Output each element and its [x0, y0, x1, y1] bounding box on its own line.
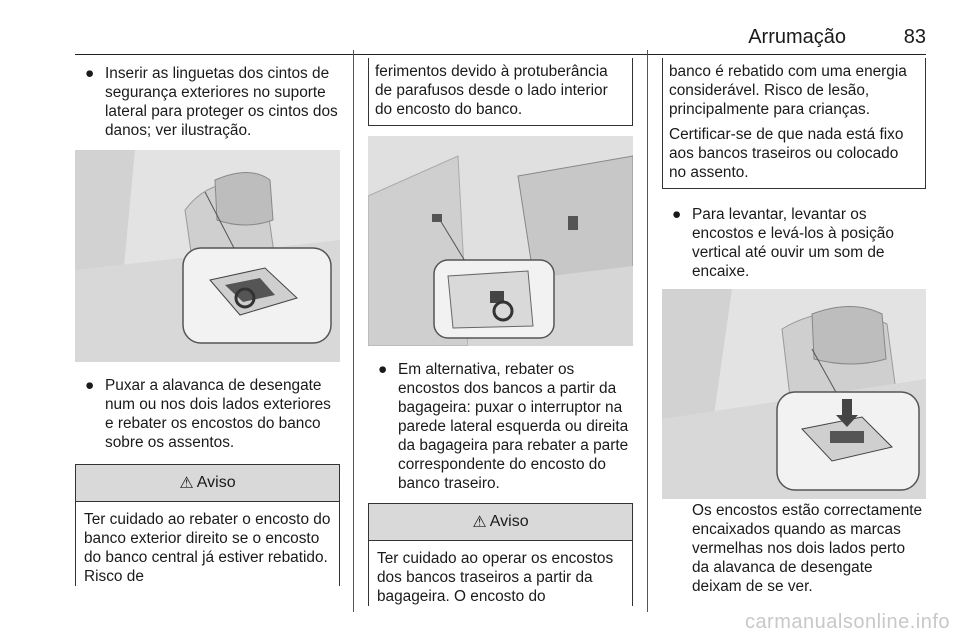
list-item: ● Para levantar, levantar os encostos e levá-los à posição vertical até ouvir um som de encaixe.	[672, 206, 894, 280]
column-2	[368, 64, 633, 606]
warning-text: Ter cuidado ao operar os encostos dos bancos traseiros a partir da bagageira. O encosto do	[377, 550, 614, 605]
illustration-seatbelt-holder	[75, 150, 340, 362]
warning-box-continued: ferimentos devido à protuberância de parafusos desde o lado interior do encosto do banco.	[368, 58, 633, 126]
page-number: 83	[903, 26, 926, 48]
warning-header: ⚠ Aviso	[76, 465, 339, 502]
list-item: ● Puxar a alavanca de desengate num ou nos dois lados exteriores e rebater os encostos do banco sobre os assentos.	[85, 377, 331, 451]
warning-icon: ⚠	[472, 514, 487, 531]
bullet-dot: ●	[378, 361, 388, 378]
watermark: carmanualsonline.info	[744, 611, 950, 633]
bullet-dot: ●	[672, 206, 682, 223]
list-item: ● Inserir as linguetas dos cintos de segurança exteriores no suporte lateral para proteger os cintos dos danos; ver ilustração.	[85, 65, 338, 139]
warning-box-continued: banco é rebatido com uma energia considerável. Risco de lesão, principalmente para crianças. Certificar-se de que nada está fixo aos bancos traseiros ou colocado no assento.	[662, 58, 926, 189]
column-divider	[353, 50, 354, 612]
warning-header: ⚠ Aviso	[369, 504, 632, 541]
column-divider	[647, 50, 648, 612]
illustration-trunk-release	[368, 136, 633, 346]
warning-icon: ⚠	[179, 475, 194, 492]
warning-text: Ter cuidado ao rebater o encosto do banco exterior direito se o encosto do banco central já estiver rebatido. Risco de	[84, 511, 331, 585]
illustration-seat-lock	[662, 289, 926, 499]
bullet-dot: ●	[85, 377, 95, 394]
page-header	[75, 26, 926, 55]
warning-box	[368, 503, 633, 606]
note-text: Os encostos estão correctamente encaixados quando as marcas vermelhas nos dois lados perto da alavanca de desengate deixam de se ver.	[692, 502, 923, 595]
column-1	[75, 64, 340, 586]
bullet-dot: ●	[85, 65, 95, 82]
warning-box	[75, 464, 340, 586]
column-3	[662, 64, 926, 596]
section-title: Arrumação	[748, 26, 846, 48]
list-item: ● Em alternativa, rebater os encostos dos bancos a partir da bagageira: puxar o interruptor na parede lateral esquerda ou direita da bagageira para rebater a parte correspondente do encosto do banco traseiro.	[378, 361, 629, 492]
